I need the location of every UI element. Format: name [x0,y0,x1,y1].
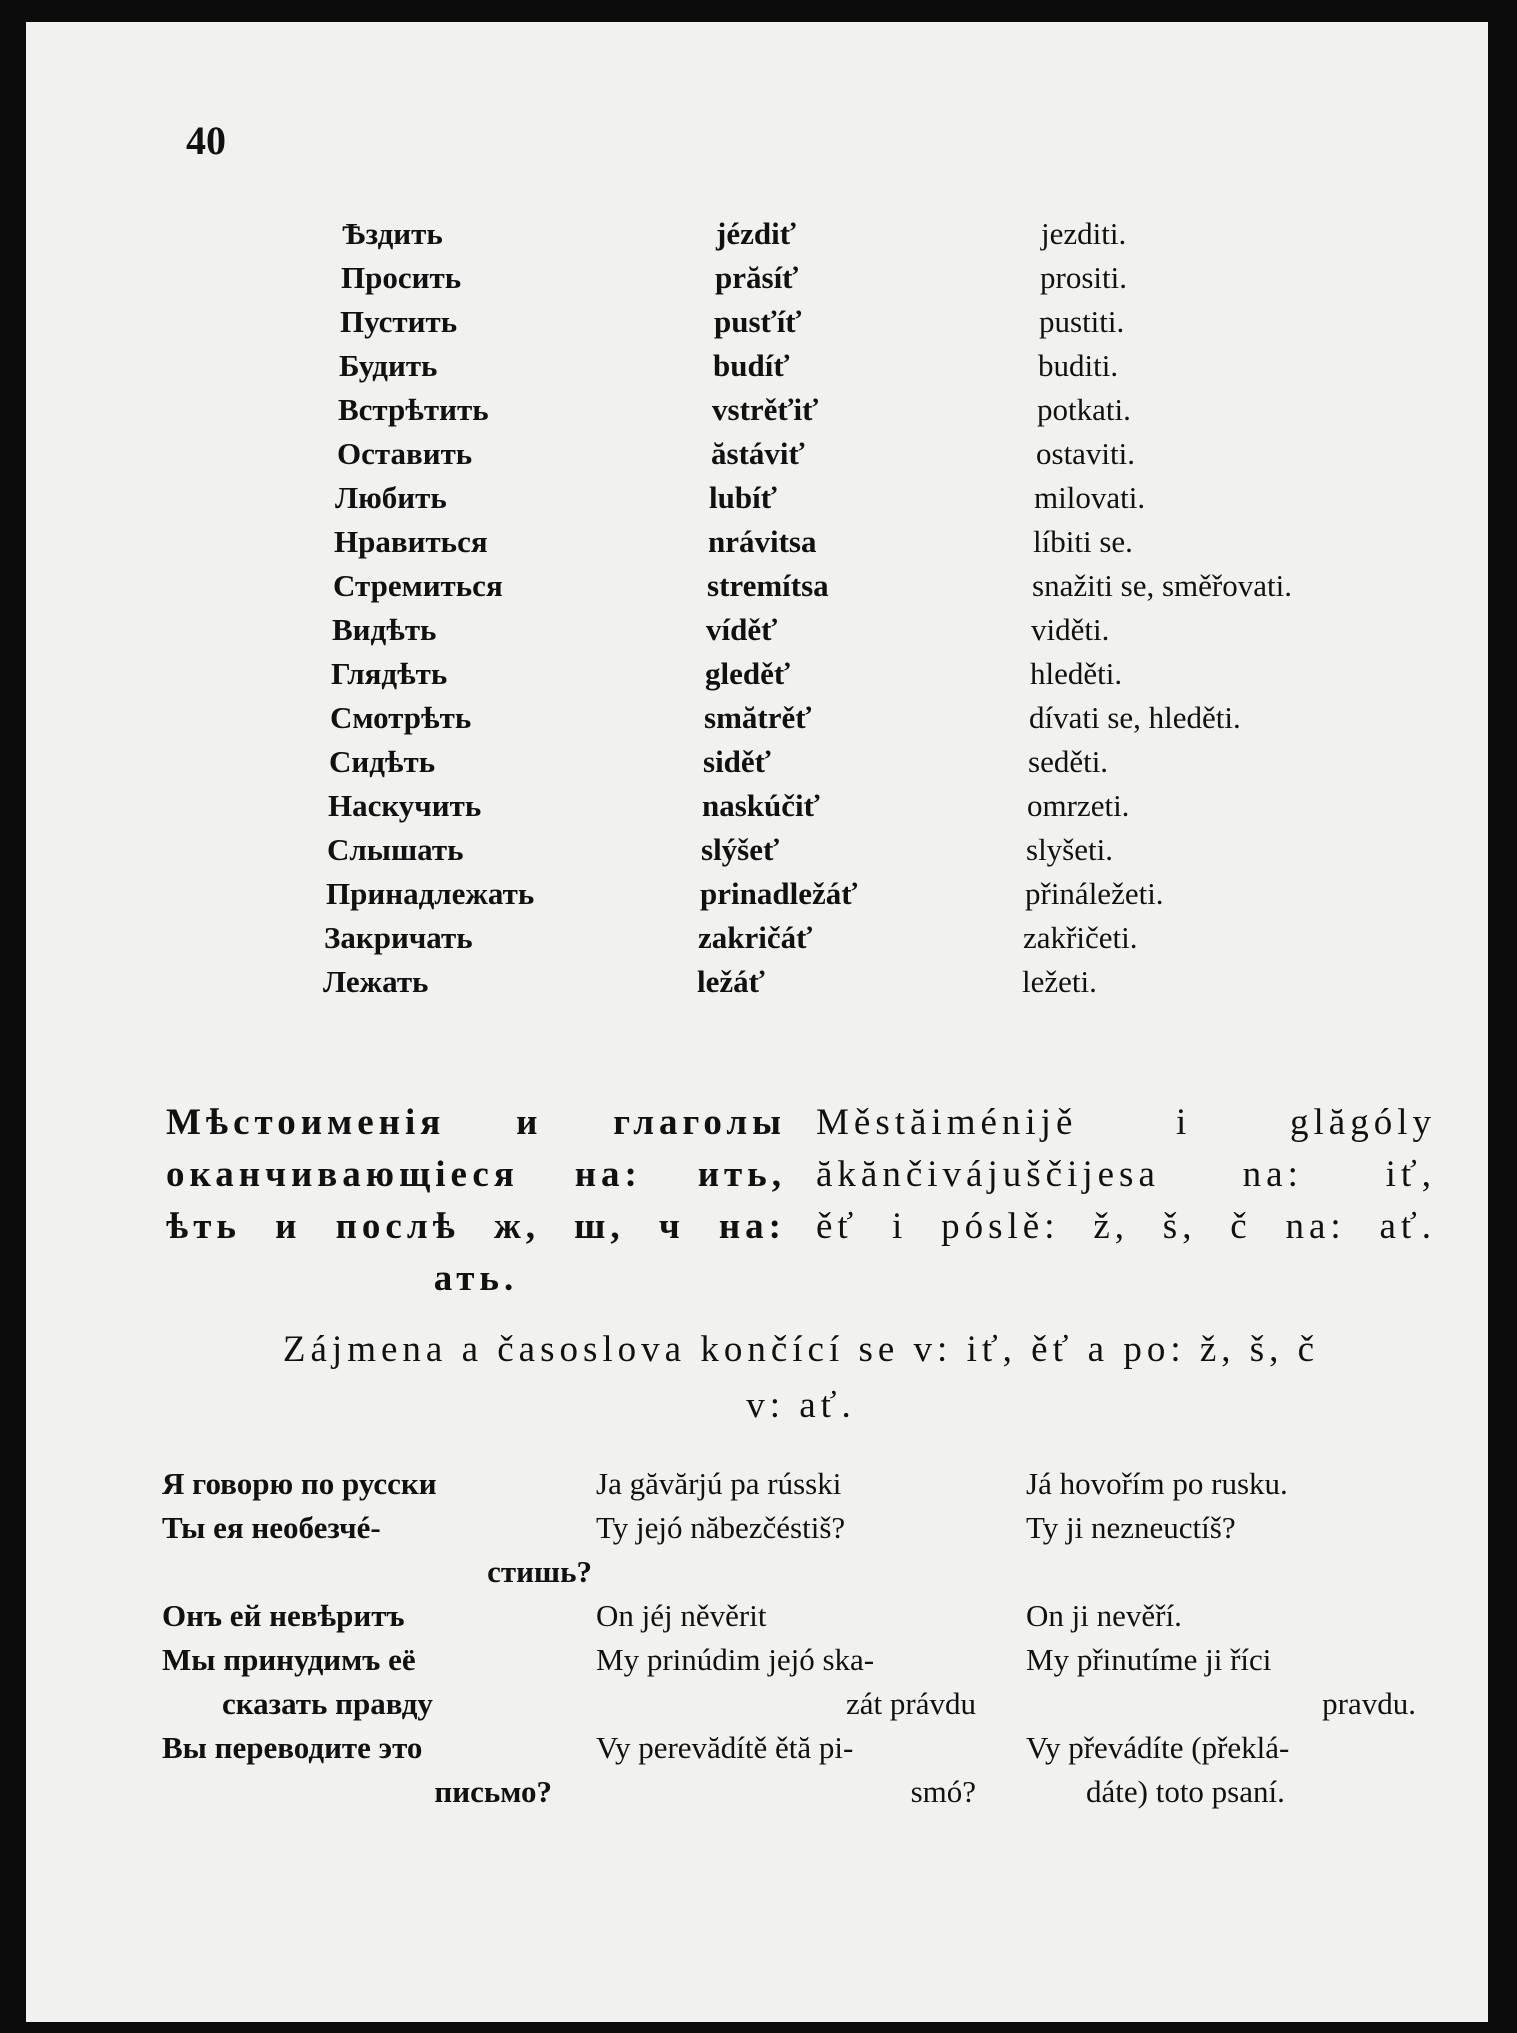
czech-translation: slyšeti. [1026,832,1113,867]
czech-translation: přináležeti. [1025,876,1164,911]
sentence-line: стишь? [487,1554,592,1589]
sentence-line: Я говорю по русски [162,1466,437,1501]
russian-verb: Будить [339,348,438,383]
transliteration: lubíť [709,480,777,515]
transliteration: pusťíť [714,304,802,339]
sentence-line: Ty ji nezneuctíš? [1026,1510,1236,1545]
sentence-line: My přinutíme ji říci [1026,1642,1272,1677]
transliteration: stremítsa [707,568,829,603]
vocab-row [26,740,1488,784]
sentence-line: Ty jejó năbezčéstiš? [596,1510,846,1545]
heading-line: ать. [433,1258,519,1299]
vocab-row [26,520,1488,564]
vocab-row [26,476,1488,520]
russian-verb: Пустить [340,304,458,339]
vocab-row [26,300,1488,344]
sentence-line: dáte) toto psaní. [1086,1774,1285,1809]
russian-verb: Смотрѣть [330,700,472,735]
transliteration: gleděť [705,656,791,691]
russian-verb: Ѣздить [342,216,443,251]
sentence-line: My prinúdim jejó ska- [596,1642,875,1677]
sentences-transliteration [596,1462,1016,1814]
transliteration: víděť [706,612,778,647]
czech-translation: milovati. [1034,480,1146,515]
vocab-row [26,564,1488,608]
sentence-line: On jéj něvěrit [596,1598,767,1633]
heading-line: Městăiménijě i glăgóly [816,1102,1436,1143]
russian-verb: Любить [335,480,447,515]
sentence-line: smó? [910,1774,976,1809]
czech-translation: prositi. [1040,260,1127,295]
russian-verb: Оставить [337,436,473,471]
czech-translation: zakřičeti. [1023,920,1138,955]
czech-translation: ležeti. [1022,964,1097,999]
transliteration: jézdiť [716,216,796,251]
heading-line: ěť i póslě: ž, š, č na: ať. [816,1206,1436,1247]
czech-translation: pustiti. [1039,304,1125,339]
transliteration: nrávitsa [708,524,817,559]
vocab-row [26,212,1488,256]
scan-edge [1491,0,1517,2033]
heading-line: Zájmena a časoslova končící se v: iť, ěť a po: ž, š, č [282,1329,1320,1370]
heading-line: оканчивающіеся на: ить, [166,1154,786,1195]
russian-verb: Наскучить [328,788,482,823]
heading-line: v: ať. [746,1385,856,1426]
book-page [26,22,1488,2022]
czech-translation: hleděti. [1030,656,1123,691]
sentence-line: zát právdu [846,1686,976,1721]
czech-translation: viděti. [1031,612,1110,647]
heading-line: ăkănčivájuščijesa na: iť, [816,1154,1436,1195]
sentence-line: Мы принудимъ её [162,1642,416,1677]
vocab-row [26,432,1488,476]
page-number: 40 [186,118,226,163]
czech-translation: buditi. [1038,348,1119,383]
vocab-row [26,652,1488,696]
sentence-line: Онъ ей невѣритъ [162,1598,405,1633]
sentence-line: Ja găvărjú pa rússki [596,1466,842,1501]
verb-vocabulary-list [26,212,1488,1004]
transliteration: ăstáviť [711,436,805,471]
russian-verb: Сидѣть [329,744,436,779]
vocab-row [26,388,1488,432]
sentence-line: pravdu. [1322,1686,1416,1721]
sentence-line: письмо? [434,1774,552,1809]
transliteration: siděť [703,744,771,779]
czech-translation: omrzeti. [1027,788,1130,823]
heading-line: Мѣстоименія и глаголы [166,1102,786,1143]
russian-verb: Слышать [327,832,464,867]
sentence-line: Vy převádíte (překlá- [1026,1730,1290,1765]
czech-translation: dívati se, hleděti. [1029,700,1241,735]
sentence-line: Вы переводите это [162,1730,423,1765]
russian-verb: Просить [341,260,462,295]
heading-transliteration [816,1097,1436,1253]
transliteration: smătrěť [704,700,812,735]
heading-line: ѣть и послѣ ж, ш, ч на: [166,1206,786,1247]
transliteration: vstrěťiť [712,392,819,427]
transliteration: budíť [713,348,790,383]
czech-translation: líbiti se. [1033,524,1133,559]
transliteration: ležáť [697,964,765,999]
sentence-line: сказать правду [222,1686,433,1721]
sentence-line: Já hovořím po rusku. [1026,1466,1288,1501]
transliteration: zakričáť [698,920,813,955]
transliteration: naskúčiť [702,788,820,823]
czech-translation: snažiti se, směřovati. [1032,568,1292,603]
sentences-czech [1026,1462,1436,1814]
vocab-row [26,608,1488,652]
vocab-row [26,828,1488,872]
vocab-row [26,696,1488,740]
vocab-row [26,344,1488,388]
russian-verb: Видѣть [332,612,437,647]
sentence-line: On ji nevěří. [1026,1598,1182,1633]
transliteration: slýšeť [701,832,780,867]
czech-translation: potkati. [1037,392,1131,427]
vocab-row [26,784,1488,828]
sentence-line: Vy perevădítě ětă pi- [596,1730,854,1765]
russian-verb: Стремиться [333,568,503,603]
russian-verb: Глядѣть [331,656,448,691]
sentences-russian [162,1462,592,1814]
czech-translation: ostaviti. [1036,436,1136,471]
sentence-line: Ты ея необезчé- [162,1510,381,1545]
vocab-row [26,872,1488,916]
vocab-row [26,916,1488,960]
heading-russian [166,1097,786,1305]
russian-verb: Встрѣтить [338,392,489,427]
czech-translation: jezditi. [1041,216,1127,251]
russian-verb: Нравиться [334,524,488,559]
russian-verb: Лежать [323,964,429,999]
vocab-row [26,960,1488,1004]
russian-verb: Закричать [324,920,473,955]
transliteration: prăsíť [715,260,799,295]
heading-czech [166,1322,1436,1434]
vocab-row [26,256,1488,300]
transliteration: prinadležáť [700,876,858,911]
russian-verb: Принадлежать [326,876,535,911]
czech-translation: seděti. [1028,744,1109,779]
